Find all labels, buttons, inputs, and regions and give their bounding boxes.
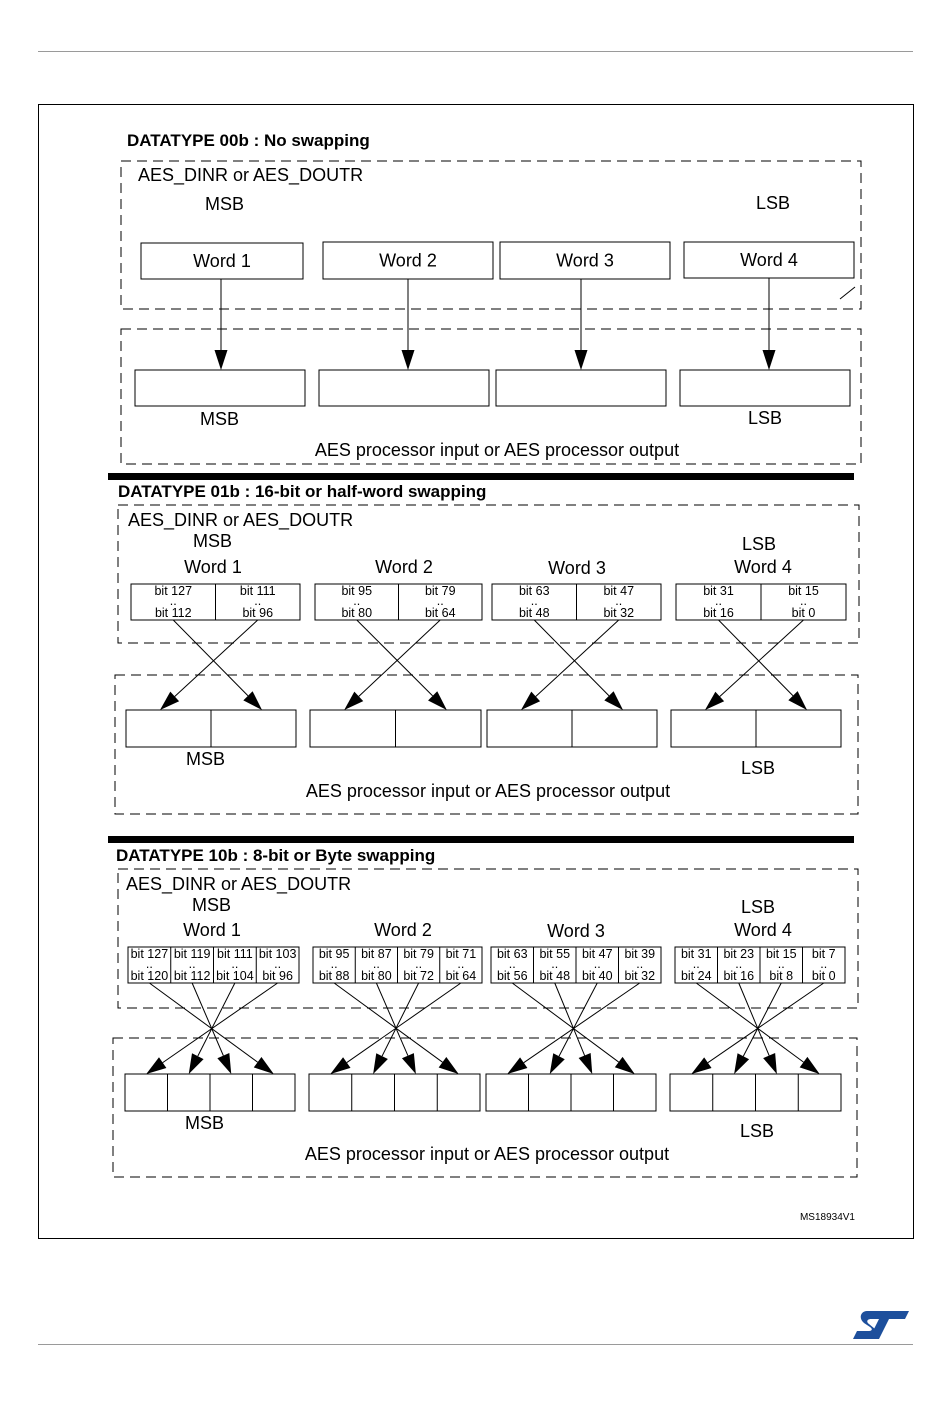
bit-range-low: bit 16 xyxy=(703,606,734,620)
processor-label: AES processor input or AES processor output xyxy=(304,1144,670,1164)
ellipsis: .. xyxy=(692,957,700,971)
swap-arrow-line xyxy=(175,620,258,696)
bit-range-low: bit 32 xyxy=(624,969,656,983)
bit-range-low: bit 96 xyxy=(242,606,274,620)
bit-range-low: bit 72 xyxy=(403,969,434,983)
bit-range-low: bit 16 xyxy=(723,969,755,983)
lsb-label: LSB xyxy=(756,193,791,213)
swap-arrow-line xyxy=(173,620,248,696)
ellipsis: .. xyxy=(274,957,282,971)
arrow-head xyxy=(763,350,776,370)
swap-arrow-line xyxy=(743,983,781,1056)
ellipsis: .. xyxy=(254,594,262,608)
msb-label: MSB xyxy=(193,531,233,551)
lsb-label: LSB xyxy=(748,408,783,428)
swap-arrow-line xyxy=(357,620,433,696)
panel-title: DATATYPE 00b : No swapping xyxy=(127,131,370,150)
arrow-head xyxy=(439,1057,459,1074)
bit-range-high: bit 47 xyxy=(603,584,635,598)
bit-range-low: bit 48 xyxy=(518,606,550,620)
word-label: Word 4 xyxy=(734,557,792,577)
swap-arrow-line xyxy=(739,983,769,1056)
processor-word-box xyxy=(135,370,305,406)
word-label: Word 3 xyxy=(556,250,614,271)
ellipsis: .. xyxy=(551,957,559,971)
tick-mark xyxy=(840,287,855,299)
figure-id: MS18934V1 xyxy=(799,1212,855,1223)
register-words xyxy=(125,920,845,1111)
swap-arrow-line xyxy=(534,620,609,696)
swap-arrow-line xyxy=(347,983,461,1063)
bit-range-low: bit 0 xyxy=(811,969,836,983)
word-label: Word 1 xyxy=(184,557,242,577)
bit-range-low: bit 96 xyxy=(262,969,293,983)
bit-range-low: bit 64 xyxy=(445,969,477,983)
arrow-head xyxy=(254,1057,274,1074)
bit-range-low: bit 24 xyxy=(680,969,712,983)
bit-range-high: bit 87 xyxy=(361,947,392,961)
bit-range-high: bit 103 xyxy=(258,947,297,961)
bit-range-low: bit 8 xyxy=(769,969,794,983)
bit-range-high: bit 95 xyxy=(318,947,350,961)
ellipsis: .. xyxy=(636,957,644,971)
bit-range-low: bit 88 xyxy=(318,969,350,983)
panel-title: DATATYPE 01b : 16-bit or half-word swapping xyxy=(118,482,487,501)
bit-range-high: bit 79 xyxy=(424,584,456,598)
st-logo xyxy=(853,1311,909,1339)
word-label: Word 2 xyxy=(375,557,433,577)
processor-word-box xyxy=(319,370,489,406)
swap-arrow-line xyxy=(559,983,597,1056)
panel-divider xyxy=(108,836,854,843)
ellipsis: .. xyxy=(169,594,177,608)
register-words xyxy=(135,242,854,406)
ellipsis: .. xyxy=(415,957,423,971)
swap-arrow-line xyxy=(192,983,223,1056)
ellipsis: .. xyxy=(353,594,361,608)
bit-range-high: bit 95 xyxy=(341,584,373,598)
msb-label: MSB xyxy=(192,895,232,915)
arrow-head xyxy=(330,1057,350,1074)
st-logo-mark xyxy=(853,1311,909,1339)
ellipsis: .. xyxy=(777,957,785,971)
arrow-head xyxy=(550,1053,565,1074)
swap-arrow-line xyxy=(536,620,619,696)
arrow-head xyxy=(217,1053,231,1074)
processor-label: AES processor input or AES processor output xyxy=(314,440,680,460)
ellipsis: .. xyxy=(436,594,444,608)
bit-range-high: bit 71 xyxy=(445,947,477,961)
ellipsis: .. xyxy=(508,957,516,971)
bit-range-high: bit 127 xyxy=(130,947,169,961)
bit-range-high: bit 39 xyxy=(624,947,656,961)
bit-range-high: bit 23 xyxy=(723,947,755,961)
arrow-head xyxy=(507,1057,527,1074)
arrow-head xyxy=(402,350,415,370)
swap-arrow-line xyxy=(382,983,419,1056)
swap-arrow-line xyxy=(163,983,278,1063)
ellipsis: .. xyxy=(231,957,239,971)
ellipsis: .. xyxy=(330,957,338,971)
swap-arrow-line xyxy=(720,620,804,697)
swap-arrow-line xyxy=(359,620,440,696)
msb-label: MSB xyxy=(186,749,226,769)
bit-range-high: bit 111 xyxy=(217,947,253,961)
ellipsis: .. xyxy=(820,957,828,971)
bit-range-low: bit 112 xyxy=(154,606,192,620)
lsb-label: LSB xyxy=(740,1121,775,1141)
panel-divider xyxy=(108,473,854,480)
ellipsis: .. xyxy=(735,957,743,971)
bit-range-high: bit 127 xyxy=(154,584,193,598)
bit-range-high: bit 47 xyxy=(581,947,613,961)
word-label: Word 4 xyxy=(740,250,798,270)
register-words xyxy=(126,557,846,747)
arrow-head xyxy=(734,1053,749,1074)
lsb-label: LSB xyxy=(742,534,777,554)
bit-range-high: bit 63 xyxy=(496,947,528,961)
word-label: Word 4 xyxy=(734,920,792,940)
bit-range-high: bit 111 xyxy=(239,584,276,598)
bit-range-low: bit 0 xyxy=(791,606,816,620)
bit-range-high: bit 63 xyxy=(518,584,550,598)
bit-range-low: bit 104 xyxy=(216,969,254,983)
swap-arrow-line xyxy=(334,983,442,1062)
word-label: Word 1 xyxy=(193,251,251,271)
arrow-head xyxy=(579,1053,593,1074)
panel-half-word-swapping xyxy=(115,482,859,814)
bit-range-low: bit 48 xyxy=(539,969,571,983)
arrow-head xyxy=(691,1057,711,1074)
bit-range-low: bit 112 xyxy=(173,969,211,983)
arrow-head xyxy=(402,1053,416,1074)
word-label: Word 1 xyxy=(183,920,241,940)
register-label: AES_DINR or AES_DOUTR xyxy=(138,165,364,185)
bit-range-low: bit 120 xyxy=(130,969,169,983)
swap-arrow-line xyxy=(524,983,640,1063)
bit-range-low: bit 56 xyxy=(496,969,528,983)
bit-range-low: bit 32 xyxy=(603,606,635,620)
ellipsis: .. xyxy=(715,594,722,608)
msb-label: MSB xyxy=(205,194,245,214)
ellipsis: .. xyxy=(188,957,196,971)
swap-arrow-line xyxy=(555,983,585,1056)
swap-arrow-line xyxy=(719,620,793,696)
arrow-head xyxy=(189,1053,204,1074)
lsb-label: LSB xyxy=(741,758,776,778)
word-label: Word 2 xyxy=(379,250,437,271)
processor-word-box xyxy=(680,370,850,406)
panel-title: DATATYPE 10b : 8-bit or Byte swapping xyxy=(116,846,436,865)
swap-arrow-line xyxy=(708,983,824,1063)
ellipsis: .. xyxy=(530,594,538,608)
bit-range-high: bit 15 xyxy=(765,947,797,961)
swap-arrow-line xyxy=(696,983,803,1062)
word-label: Word 2 xyxy=(374,920,432,940)
msb-label: MSB xyxy=(185,1113,225,1133)
lsb-label: LSB xyxy=(741,897,776,917)
bit-range-high: bit 55 xyxy=(539,947,571,961)
bit-range-high: bit 119 xyxy=(173,947,211,961)
bit-range-low: bit 80 xyxy=(341,606,373,620)
bit-range-high: bit 7 xyxy=(811,947,836,961)
arrow-head xyxy=(146,1057,166,1074)
arrow-head xyxy=(763,1053,777,1074)
bit-range-high: bit 31 xyxy=(703,584,734,598)
arrow-head xyxy=(575,350,588,370)
register-label: AES_DINR or AES_DOUTR xyxy=(126,874,352,894)
ellipsis: .. xyxy=(593,957,601,971)
bit-range-low: bit 64 xyxy=(424,606,456,620)
bit-range-high: bit 31 xyxy=(680,947,712,961)
swap-arrow-line xyxy=(376,983,408,1056)
ellipsis: .. xyxy=(615,594,623,608)
ellipsis: .. xyxy=(800,594,807,608)
bit-range-high: bit 79 xyxy=(403,947,434,961)
swap-arrow-line xyxy=(198,983,235,1056)
swap-arrow-line xyxy=(512,983,618,1062)
processor-word-box xyxy=(496,370,666,406)
ellipsis: .. xyxy=(457,957,465,971)
processor-label: AES processor input or AES processor output xyxy=(305,781,671,801)
panel-no-swapping xyxy=(121,131,861,464)
ellipsis: .. xyxy=(372,957,380,971)
arrow-head xyxy=(373,1053,388,1074)
bit-range-low: bit 40 xyxy=(581,969,613,983)
word-label: Word 3 xyxy=(548,558,606,578)
bit-range-low: bit 80 xyxy=(361,969,392,983)
arrow-head xyxy=(615,1057,635,1074)
bit-range-high: bit 15 xyxy=(788,584,819,598)
swap-arrow-line xyxy=(149,983,257,1062)
register-label: AES_DINR or AES_DOUTR xyxy=(128,510,354,530)
word-label: Word 3 xyxy=(547,921,605,941)
arrow-head xyxy=(800,1057,820,1074)
panel-byte-swapping xyxy=(113,846,858,1177)
msb-label: MSB xyxy=(200,409,240,429)
ellipsis: .. xyxy=(145,957,153,971)
arrow-head xyxy=(215,350,228,370)
